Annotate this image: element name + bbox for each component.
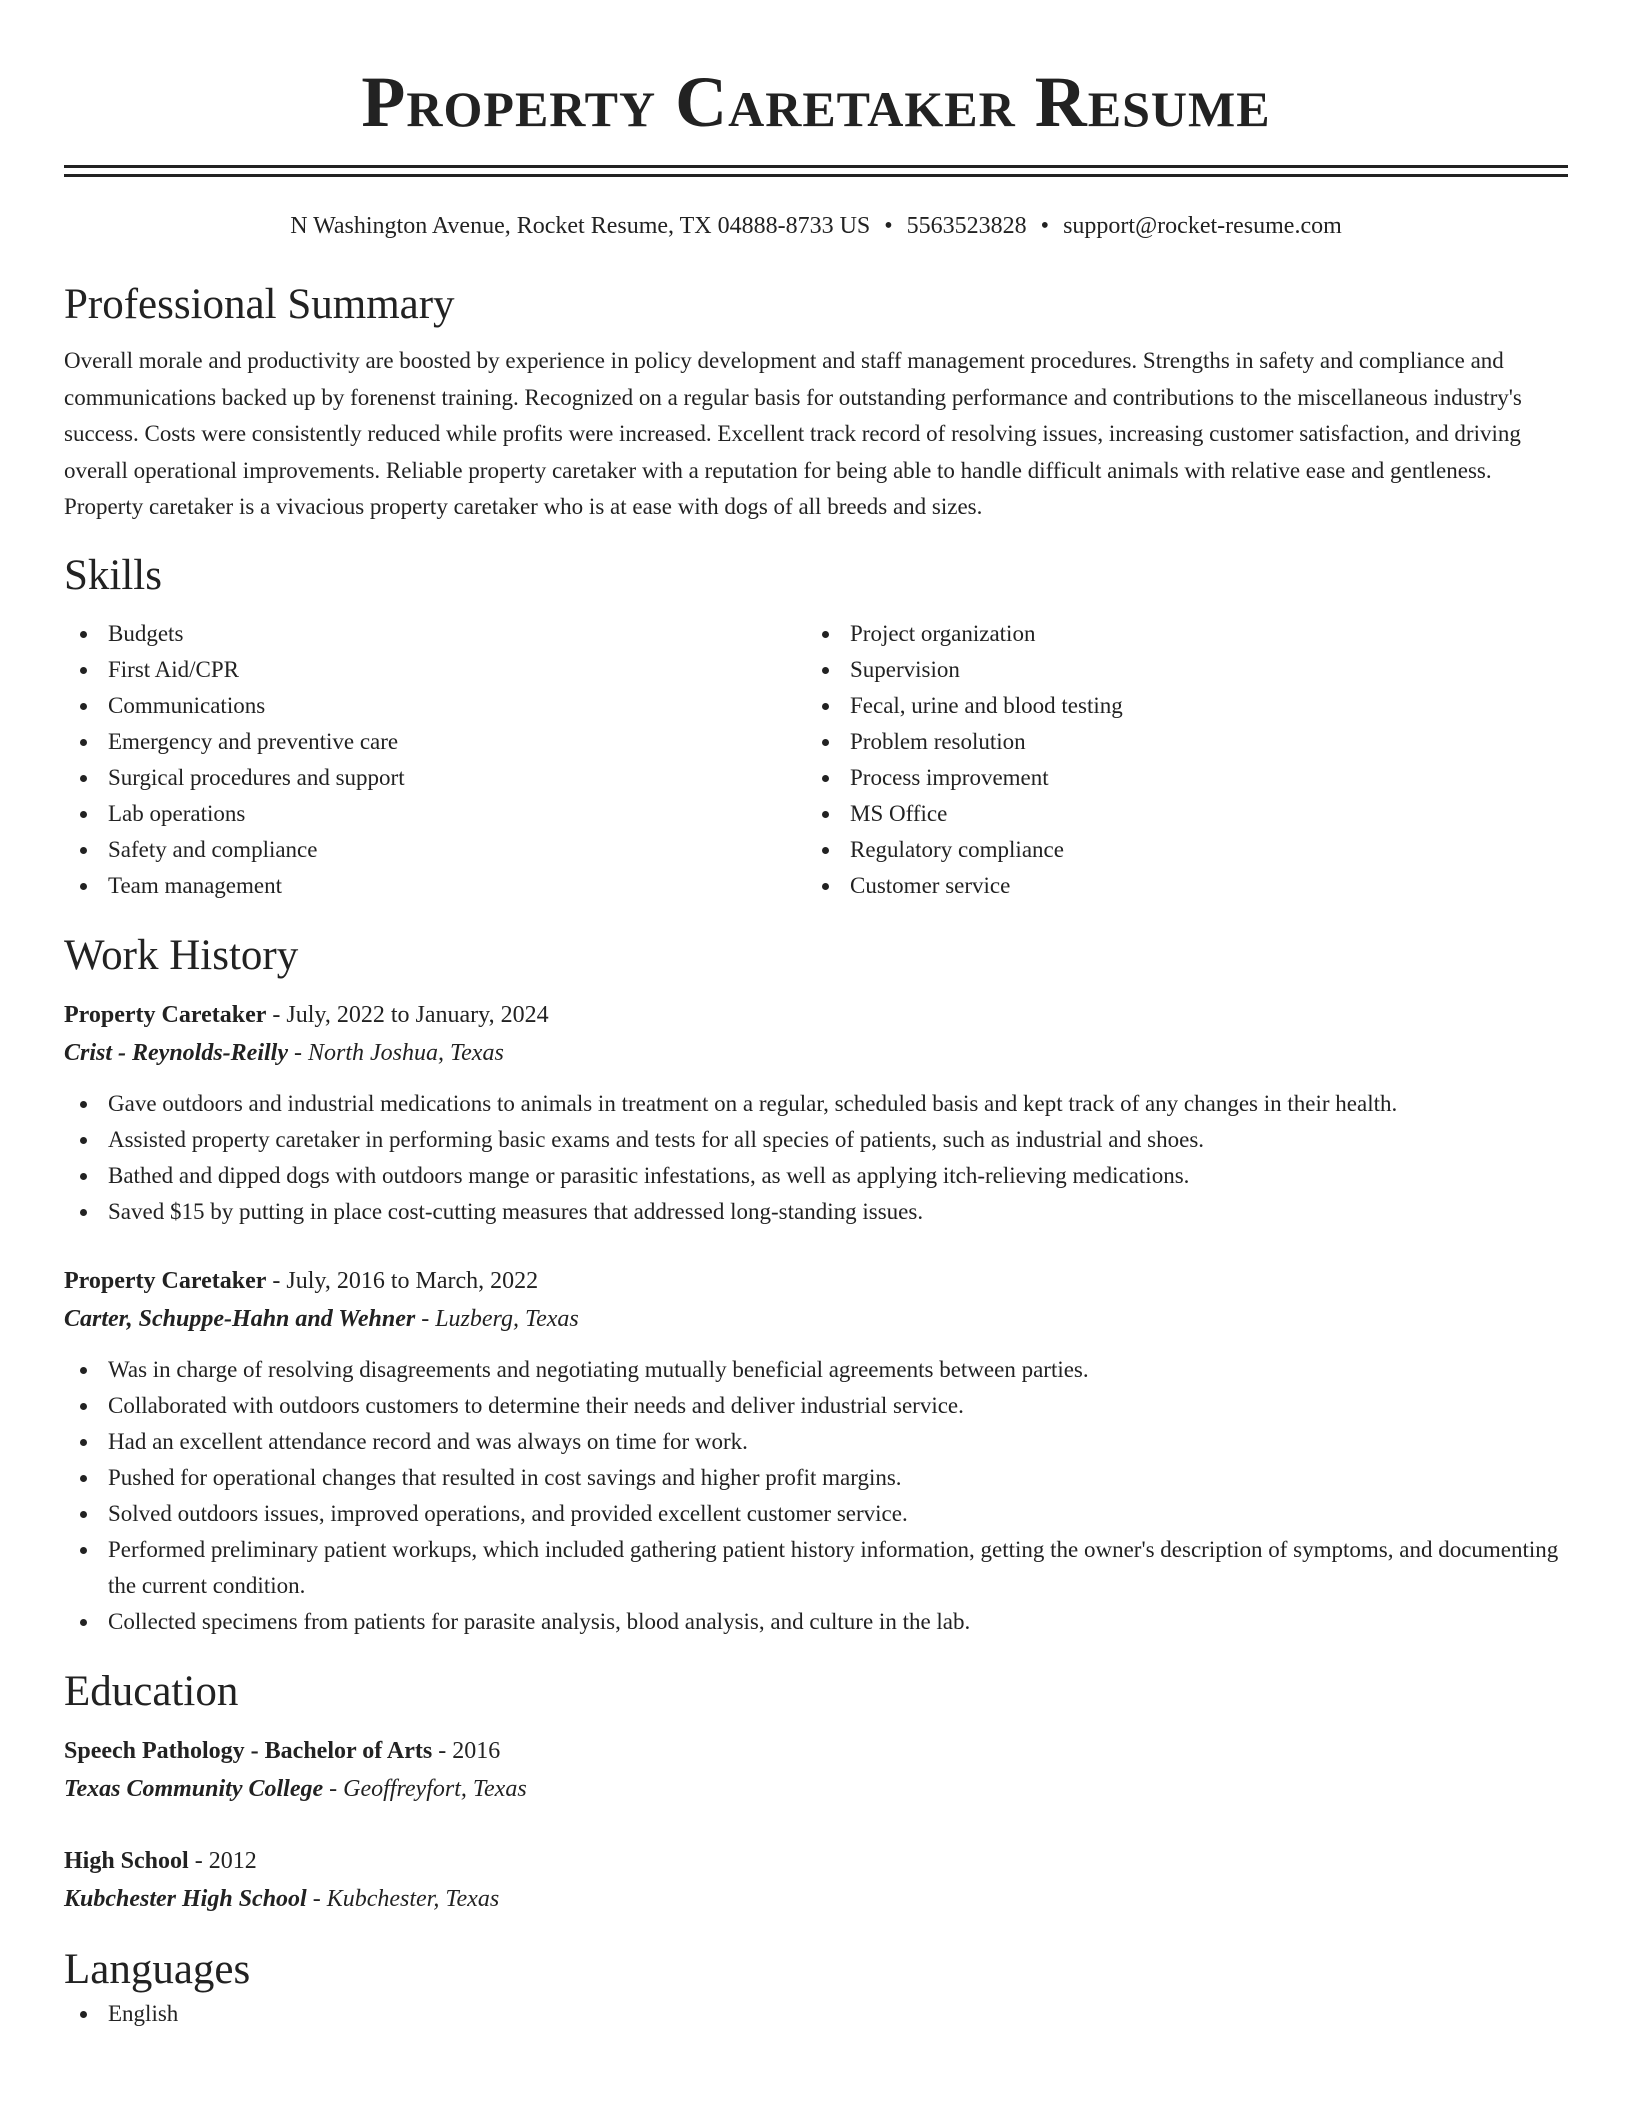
education-location: - Kubchester, Texas — [306, 1885, 500, 1912]
education-entry — [64, 1842, 1568, 1918]
resume-page — [64, 0, 1568, 2032]
title-divider — [64, 165, 1568, 177]
job-dates: - July, 2022 to January, 2024 — [266, 1001, 549, 1028]
job-entry — [64, 1262, 1568, 1640]
job-bullet: Was in charge of resolving disagreements and negotiating mutually beneficial agreements between parties. — [64, 1352, 1568, 1388]
job-bullet: Pushed for operational changes that resulted in cost savings and higher profit margins. — [64, 1460, 1568, 1496]
education-school: Kubchester High School — [64, 1885, 307, 1912]
job-bullet: Collaborated with outdoors customers to determine their needs and deliver industrial service. — [64, 1388, 1568, 1424]
job-bullet: Bathed and dipped dogs with outdoors mange or parasitic infestations, as well as applying itch-relieving medications. — [64, 1158, 1568, 1194]
skill-item: Supervision — [806, 652, 1548, 688]
job-location: - Luzberg, Texas — [415, 1305, 579, 1332]
skill-item: Fecal, urine and blood testing — [806, 688, 1548, 724]
skill-item: Customer service — [806, 868, 1548, 904]
education-degree-line — [64, 1842, 1568, 1880]
skill-item: Team management — [64, 868, 806, 904]
languages-list — [64, 1996, 1568, 2032]
job-entry — [64, 996, 1568, 1230]
skill-item: Project organization — [806, 616, 1548, 652]
job-title: Property Caretaker — [64, 1001, 267, 1028]
contact-separator: • — [884, 213, 893, 239]
skills-list-right — [806, 616, 1548, 904]
skill-item: First Aid/CPR — [64, 652, 806, 688]
job-bullet: Solved outdoors issues, improved operations, and provided excellent customer service. — [64, 1496, 1568, 1532]
resume-title: Property Caretaker Resume — [361, 62, 1271, 142]
job-company-line — [64, 1034, 1568, 1072]
education-school-line — [64, 1770, 1568, 1808]
skill-item: Lab operations — [64, 796, 806, 832]
job-bullets — [64, 1352, 1568, 1640]
job-location: - North Joshua, Texas — [288, 1039, 504, 1066]
contact-separator: • — [1040, 213, 1050, 239]
contact-address: N Washington Avenue, Rocket Resume, TX 04888-8733 US — [290, 213, 871, 239]
skill-item: Process improvement — [806, 760, 1548, 796]
job-company-line — [64, 1300, 1568, 1338]
summary-text: Overall morale and productivity are boosted by experience in policy development and staff management procedures. Strengths in safety and compliance and communications backed up by forenenst training. Recognized on a regular basis for outstanding performance and contributions to the miscellaneous industry's success. Costs were consistently reduced while profits were increased. Excellent track record of resolving issues, increasing customer satisfaction, and driving overall operational improvements. Reliable property caretaker with a reputation for being able to handle difficult animals with relative ease and gentleness. Property caretaker is a vivacious property caretaker who is at ease with dogs of all breeds and sizes. — [64, 348, 1522, 519]
education-school-line — [64, 1880, 1568, 1918]
job-bullet: Gave outdoors and industrial medications to animals in treatment on a regular, scheduled basis and kept track of any changes in their health. — [64, 1086, 1568, 1122]
education-heading: Education — [64, 1667, 239, 1715]
contact-phone: 5563523828 — [906, 213, 1027, 239]
job-dates: - July, 2016 to March, 2022 — [266, 1267, 539, 1294]
job-bullet: Had an excellent attendance record and was always on time for work. — [64, 1424, 1568, 1460]
job-title-line — [64, 996, 1568, 1034]
skill-item: Emergency and preventive care — [64, 724, 806, 760]
skill-item: Budgets — [64, 616, 806, 652]
skill-item: Regulatory compliance — [806, 832, 1548, 868]
language-item: English — [64, 1996, 1568, 2032]
job-company: Carter, Schuppe-Hahn and Wehner — [64, 1305, 416, 1332]
skill-item: Problem resolution — [806, 724, 1548, 760]
contact-email: support@rocket-resume.com — [1063, 213, 1342, 239]
work-history-heading: Work History — [64, 931, 299, 979]
education-degree: Speech Pathology - Bachelor of Arts — [64, 1737, 433, 1764]
contact-line — [64, 211, 1568, 241]
skill-item: Communications — [64, 688, 806, 724]
education-year: - 2012 — [188, 1847, 257, 1874]
job-bullet: Saved $15 by putting in place cost-cutting measures that addressed long-standing issues. — [64, 1194, 1568, 1230]
summary-heading: Professional Summary — [64, 281, 455, 328]
job-bullet: Performed preliminary patient workups, which included gathering patient history information, getting the owner's description of symptoms, and documenting the current condition. — [64, 1532, 1568, 1604]
job-bullet: Collected specimens from patients for parasite analysis, blood analysis, and culture in the lab. — [64, 1604, 1568, 1640]
skill-item: Surgical procedures and support — [64, 760, 806, 796]
skills-list-left — [64, 616, 806, 904]
education-entry — [64, 1732, 1568, 1808]
skills-heading: Skills — [64, 551, 162, 599]
education-location: - Geoffreyfort, Texas — [323, 1775, 527, 1802]
skill-item: Safety and compliance — [64, 832, 806, 868]
education-school: Texas Community College — [64, 1775, 324, 1802]
education-degree: High School — [64, 1847, 189, 1874]
education-degree-line — [64, 1732, 1568, 1770]
skill-item: MS Office — [806, 796, 1548, 832]
job-company: Crist - Reynolds-Reilly — [64, 1039, 288, 1066]
skills-columns — [64, 616, 1568, 904]
languages-heading: Languages — [64, 1945, 251, 1993]
job-title: Property Caretaker — [64, 1267, 267, 1294]
job-bullet: Assisted property caretaker in performing basic exams and tests for all species of patients, such as industrial and shoes. — [64, 1122, 1568, 1158]
job-bullets — [64, 1086, 1568, 1230]
education-year: - 2016 — [432, 1737, 501, 1764]
job-title-line — [64, 1262, 1568, 1300]
